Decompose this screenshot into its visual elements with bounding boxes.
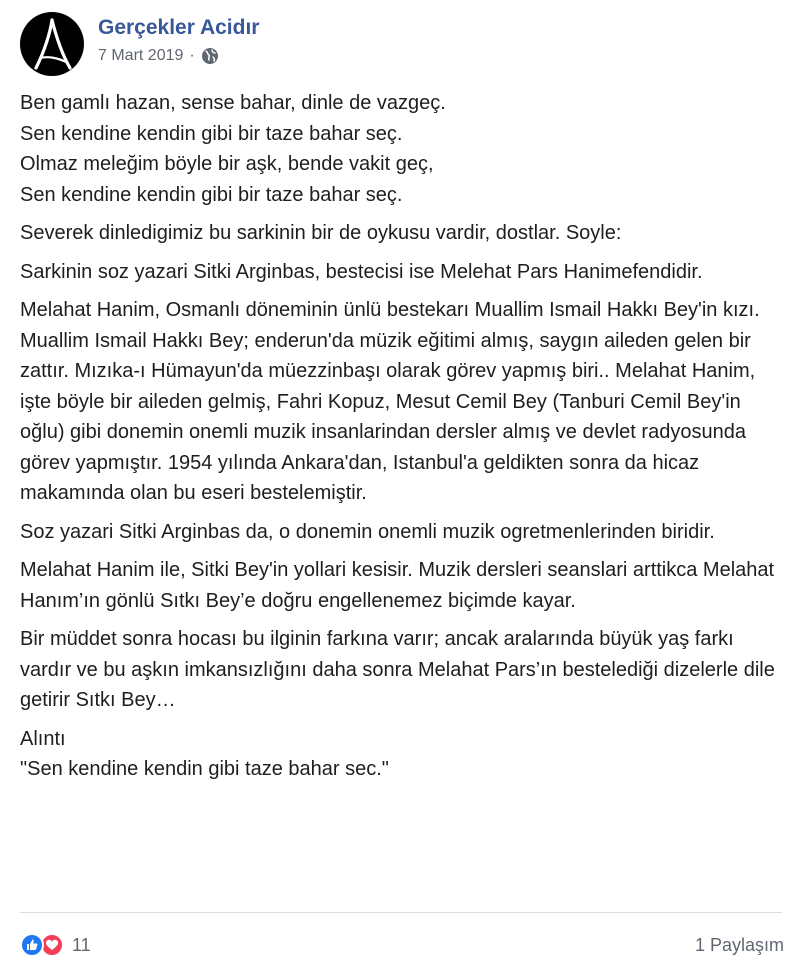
body-paragraph: Bir müddet sonra hocası bu ilginin farkına varır; ancak aralarında büyük yaş farkı vardır ve bu aşkın imkansızlığını daha sonra Melahat Pars’ın bestelediği dizelerle dile getirir Sıtkı Bey… — [20, 628, 775, 711]
footer-divider — [20, 912, 782, 913]
body-paragraph: Melahat Hanim ile, Sitki Bey'in yollari kesisir. Muzik dersleri seanslari arttikca Melahat Hanım’ın gönlü Sıtkı Bey’e doğru engellenemez biçimde kayar. — [20, 559, 775, 612]
lyrics-line: Ben gamlı hazan, sense bahar, dinle de vazgeç. — [20, 92, 446, 114]
lyrics-paragraph — [20, 88, 790, 210]
post-meta — [98, 12, 259, 66]
body-paragraph: Sarkinin soz yazari Sitki Arginbas, bestecisi ise Melehat Pars Hanimefendidir. — [20, 260, 703, 283]
post-subline — [98, 46, 259, 66]
author-name[interactable]: Gerçekler Acidır — [98, 16, 260, 39]
body-paragraph: Severek dinledigimiz bu sarkinin bir de oykusu vardir, dostlar. Soyle: — [20, 222, 622, 244]
avatar[interactable] — [20, 12, 84, 76]
atheism-a-logo-icon — [20, 12, 84, 76]
quote-source: Alıntı — [20, 727, 66, 750]
quote-text: "Sen kendine kendin gibi taze bahar sec." — [20, 758, 389, 780]
body-paragraph: Soz yazari Sitki Arginbas da, o donemin onemli muzik ogretmenlerinden biridir. — [20, 520, 715, 543]
quote-paragraph — [20, 724, 790, 785]
post-header — [20, 12, 259, 78]
like-icon — [20, 933, 44, 957]
share-count[interactable]: 1 Paylaşım — [694, 934, 784, 955]
body-paragraph: Melahat Hanim, Osmanlı döneminin ünlü bestekarı Muallim Ismail Hakkı Bey'in kızı. Muallim Ismail Hakkı Bey; enderun'da müzik eğitimi almış, saygın aileden gelen bir zattır. Mızıka-ı Hümayun'da müezzinbaşı olarak görev yapmış biri.. Melahat Hanim, işte böyle bir aileden gelmiş, Fahri Kopuz, Mesut Cemil Bey (Tanburi Cemil Bey'in oğlu) gibi donemin onemli muzik insanlarindan dersler almış ve devlet radyosunda görev yapmıştır. 1954 yılında Ankara'dan, Istanbul'a geldikten sonra da hicaz makamında olan bu eseri bestelemiştir. — [20, 299, 760, 504]
post-footer — [20, 928, 784, 962]
reaction-count: 11 — [72, 934, 91, 955]
lyrics-line: Sen kendine kendin gibi bir taze bahar seç. — [20, 122, 403, 145]
reactions-summary[interactable] — [20, 933, 91, 957]
lyrics-line: Olmaz meleğim böyle bir aşk, bende vakit geç, — [20, 153, 434, 175]
post-body — [20, 88, 790, 793]
post-date[interactable]: 7 Mart 2019 — [98, 47, 184, 64]
lyrics-line: Sen kendine kendin gibi bir taze bahar seç. — [20, 183, 403, 206]
globe-icon[interactable] — [201, 47, 219, 65]
separator-dot: · — [189, 47, 195, 64]
